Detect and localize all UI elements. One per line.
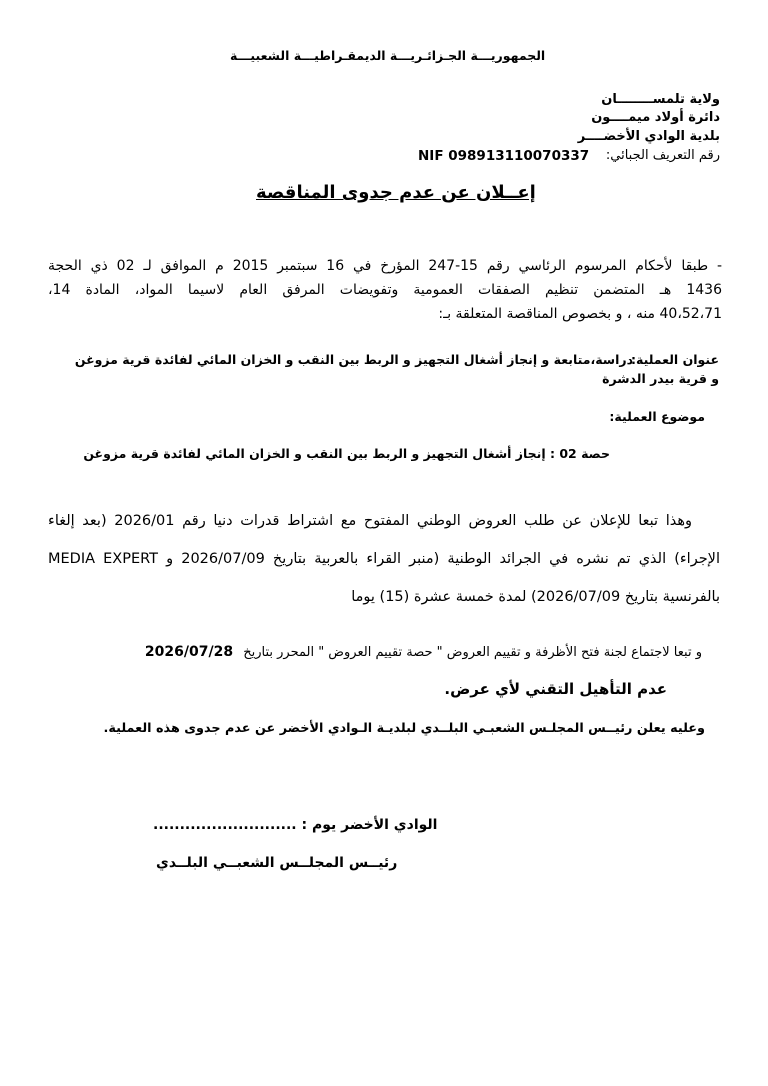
signature-date-line: الوادي الأخضر يوم : ........................... (153, 817, 438, 833)
operation-title-line: و قرية بيدر الدشرة (602, 371, 719, 386)
page-title: إعــلان عن عدم جدوى المناقصة (256, 182, 536, 203)
republic-heading: الجمهوريـــة الجـزائـريـــة الديمقـراطيـــة الشعبيـــة (230, 48, 546, 63)
lot-line: حصة 02 : إنجاز أشغال التجهيز و الربط بين النقب و الخزان المائي لفائدة قرية مزوغن (83, 446, 610, 461)
preamble-line: 1436 هـ المتضمن تنظيم الصفقات العمومية وتفويضات المرفق العام لاسيما المواد، المادة 14، (48, 282, 722, 298)
result-line: عدم التأهيل التقني لأي عرض. (444, 680, 667, 698)
preamble-line: 40،52،71 منه ، و بخصوص المناقصة المتعلقة بـ: (438, 306, 722, 322)
nif-label: رقم التعريف الجبائي: (605, 148, 720, 163)
preamble-line: - طبقا لأحكام المرسوم الرئاسي رقم 15-247 المؤرخ في 16 سبتمبر 2015 م الموافق لـ 02 ذي الحجة (48, 258, 723, 274)
announcement-line: بالفرنسية بتاريخ 2026/07/09) لمدة خمسة عشرة (15) يوما (351, 589, 720, 605)
conclusion-line: وعليه يعلن رئيــس المجلـس الشعبـي البلــدي لبلديـة الـوادي الأخضر عن عدم جدوى هذه العملية. (103, 721, 705, 736)
meeting-line (145, 644, 702, 660)
operation-title-label: عنوان العملية: (631, 352, 719, 367)
preamble-paragraph (48, 254, 722, 326)
meeting-date: 2026/07/28 (144, 644, 234, 660)
wilaya-line: ولاية تلمســــــــان (601, 92, 720, 107)
announcement-line: الإجراء) الذي تم نشره في الجرائد الوطنية (منبر القراء بالعربية بتاريخ 2026/07/09 و MEDIA EXPERT (48, 551, 720, 567)
daira-line: دائرة أولاد ميمــــون (591, 110, 720, 125)
commune-line: بلدية الوادي الأخضــــر (577, 129, 720, 144)
operation-title-line: دراسة،متابعة و إنجاز أشغال التجهيز و الربط بين النقب و الخزان المائي لفائدة قرية مزوغن (74, 352, 633, 367)
nif-value: NIF 098913110070337 (418, 148, 590, 164)
signatory-title: رئيــس المجلــس الشعبــي البلــدي (156, 855, 398, 871)
operation-subject-label: موضوع العملية: (609, 409, 705, 424)
announcement-paragraph (48, 502, 720, 616)
meeting-text: و تبعا لاجتماع لجنة فتح الأظرفة و تقييم العروض " حصة تقييم العروض " المحرر بتاريخ (243, 645, 702, 660)
announcement-line: وهذا تبعا للإعلان عن طلب العروض الوطني المفتوح مع اشتراط قدرات دنيا رقم 2026/01 (بعد إلغاء (48, 513, 692, 529)
